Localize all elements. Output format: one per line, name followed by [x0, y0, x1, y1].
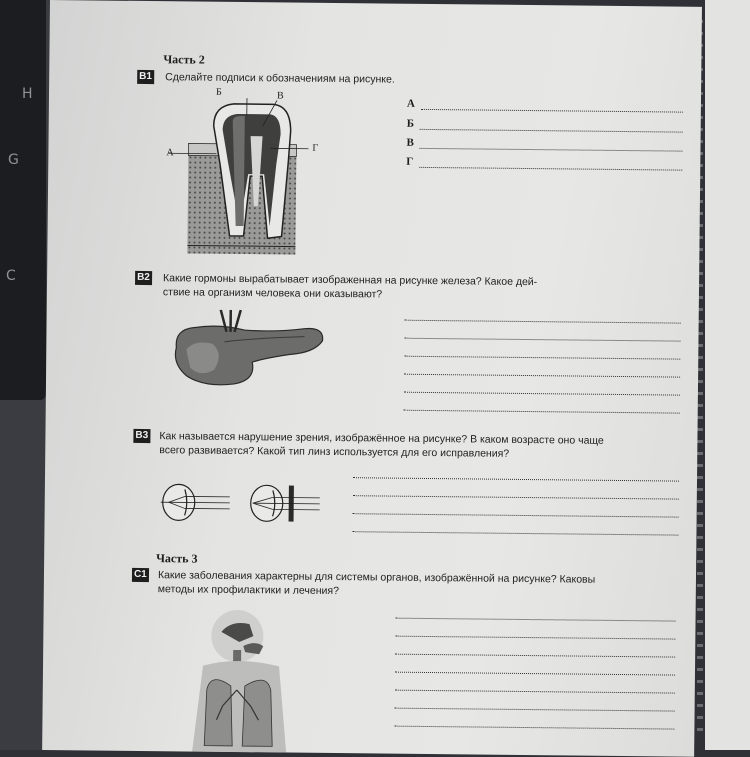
c1-answer-line[interactable]: [394, 726, 674, 730]
keyboard-key: C: [6, 268, 16, 284]
b1-badge: B1: [137, 70, 154, 84]
next-page-edge: [705, 0, 750, 750]
c1-question-line2: методы их профилактики и лечения?: [158, 583, 339, 598]
b1-answer-b[interactable]: [407, 118, 683, 133]
tooth-label-v: В: [277, 90, 284, 101]
b2-question-line2: ствие на организм человека они оказывают?: [163, 286, 382, 301]
b2-question-line1: Какие гормоны вырабатывает изображенная на рисунке железа? Какое дей-: [163, 272, 537, 289]
b2-answer-line[interactable]: [404, 356, 680, 360]
b3-question-line1: Как называется нарушение зрения, изображённое на рисунке? В каком возрасте оно чаще: [159, 430, 604, 448]
tooth-label-g: Г: [312, 143, 318, 154]
c1-question-line1: Какие заболевания характерны для системы органов, изображённой на рисунке? Каковы: [158, 569, 595, 587]
c1-answer-line[interactable]: [395, 654, 675, 658]
b1-answer-letter: В: [406, 137, 413, 149]
b1-answer-letter: Г: [406, 156, 413, 168]
b2-answer-line[interactable]: [404, 374, 680, 378]
b1-question: Сделайте подписи к обозначениям на рисунке.: [165, 71, 395, 86]
b3-answer-line[interactable]: [352, 531, 678, 535]
b3-badge: B3: [133, 429, 150, 443]
keyboard: [0, 0, 46, 400]
b1-answer-v[interactable]: [406, 137, 682, 152]
b1-answer-a[interactable]: [407, 98, 683, 113]
part3-title: Часть 3: [156, 551, 198, 566]
b3-answer-line[interactable]: [353, 513, 679, 517]
tooth-label-a: А: [166, 147, 173, 158]
keyboard-key: G: [8, 152, 19, 168]
c1-answer-line[interactable]: [395, 708, 675, 712]
part2-title: Часть 2: [163, 52, 205, 67]
b3-answer-line[interactable]: [353, 477, 679, 481]
respiratory-system-figure: [182, 605, 304, 752]
eye-diagrams-figure: [155, 479, 325, 527]
b1-answer-letter: Б: [407, 118, 414, 130]
c1-badge: C1: [132, 568, 149, 582]
b2-answer-line[interactable]: [405, 320, 681, 324]
c1-answer-line[interactable]: [396, 618, 676, 622]
b2-answer-line[interactable]: [404, 410, 680, 414]
b1-answer-g[interactable]: [406, 156, 682, 171]
b3-answer-line[interactable]: [353, 495, 679, 499]
c1-answer-line[interactable]: [395, 690, 675, 694]
pancreas-figure: [164, 309, 335, 391]
c1-answer-line[interactable]: [395, 672, 675, 676]
c1-answer-line[interactable]: [395, 636, 675, 640]
keyboard-key: H: [22, 86, 33, 102]
b2-badge: B2: [135, 271, 152, 285]
b1-answer-letter: А: [407, 98, 415, 110]
worksheet-page: [42, 0, 702, 757]
b2-answer-line[interactable]: [404, 392, 680, 396]
b3-question-line2: всего развивается? Какой тип линз используется для его исправления?: [159, 444, 509, 461]
tooth-label-b: Б: [216, 87, 222, 98]
tooth-figure: [157, 85, 319, 259]
b2-answer-line[interactable]: [404, 338, 680, 342]
